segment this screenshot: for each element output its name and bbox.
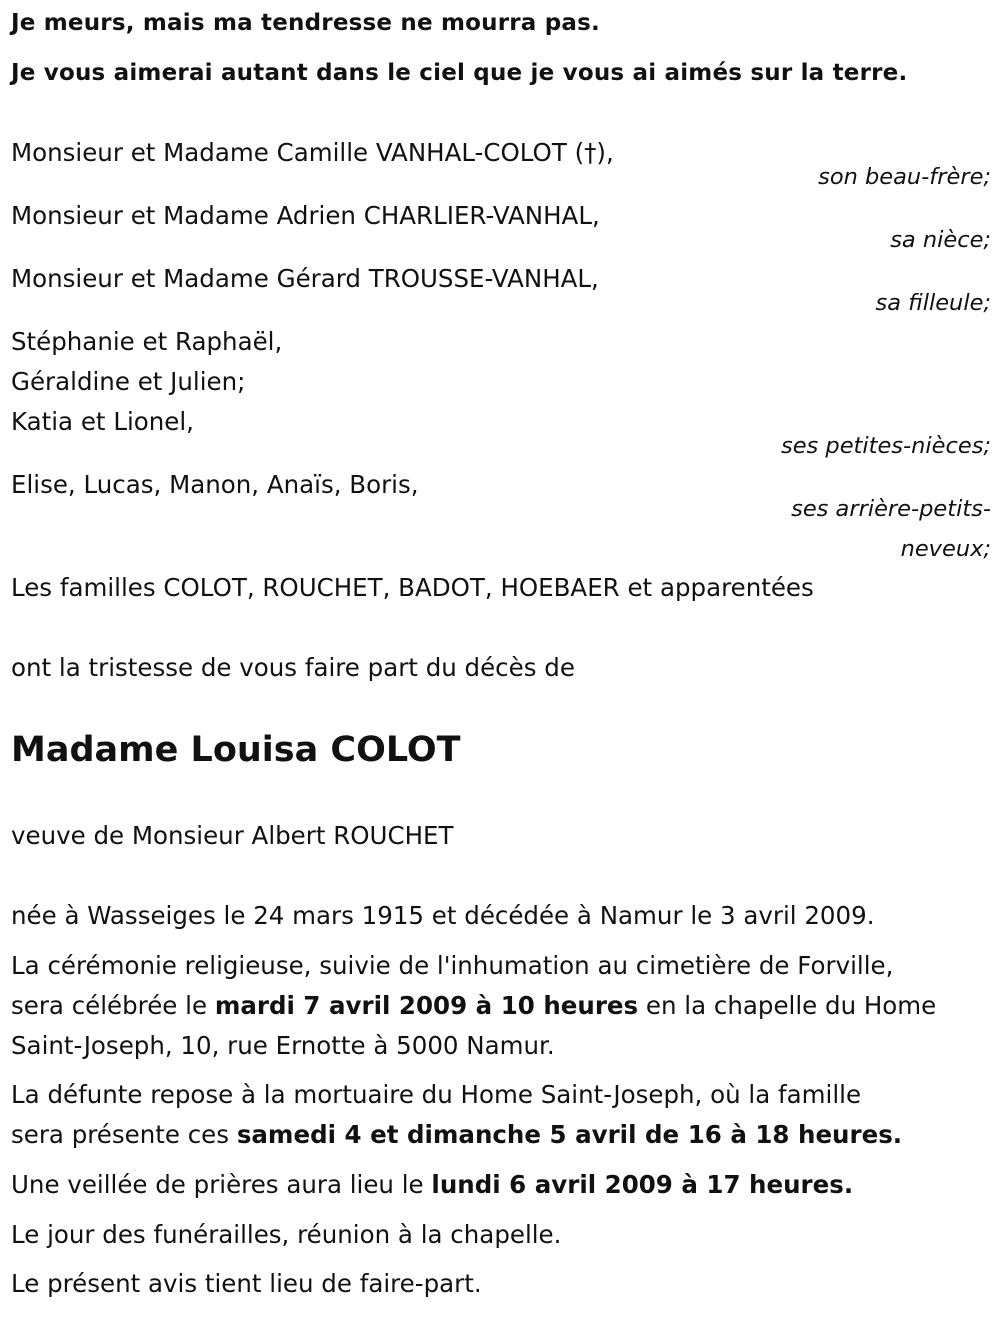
visitation-line-1: La défunte repose à la mortuaire du Home Saint-Joseph, où la famille <box>11 1080 862 1109</box>
relation-4: ses petites-nièces; <box>780 433 991 459</box>
announcement: ont la tristesse de vous faire part du décès de <box>11 653 575 682</box>
epigraph-line-2: Je vous aimerai autant dans le ciel que je vous ai aimés sur la terre. <box>11 60 908 86</box>
family-member-1: Monsieur et Madame Camille VANHAL-COLOT (†), <box>11 138 614 167</box>
family-member-2: Monsieur et Madame Adrien CHARLIER-VANHAL, <box>11 201 600 230</box>
relation-1: son beau-frère; <box>818 164 991 190</box>
relation-2: sa nièce; <box>890 227 991 253</box>
epigraph-line-1: Je meurs, mais ma tendresse ne mourra pas. <box>11 10 600 36</box>
family-member-4c: Katia et Lionel, <box>11 407 194 436</box>
ceremony-line-3: Saint-Joseph, 10, rue Ernotte à 5000 Namur. <box>11 1031 555 1060</box>
family-member-4b: Géraldine et Julien; <box>11 367 246 396</box>
visitation-line-2 <box>11 1120 902 1149</box>
relation-5b: neveux; <box>900 536 991 562</box>
visitation-text-pre: sera présente ces <box>11 1120 237 1149</box>
funeral-day: Le jour des funérailles, réunion à la chapelle. <box>11 1220 562 1249</box>
visitation-dates: samedi 4 et dimanche 5 avril de 16 à 18 heures. <box>236 1120 903 1149</box>
birth-death: née à Wasseiges le 24 mars 1915 et décédée à Namur le 3 avril 2009. <box>11 901 875 930</box>
ceremony-line-2 <box>11 991 936 1020</box>
widow-of: veuve de Monsieur Albert ROUCHET <box>11 821 454 850</box>
ceremony-text-post: en la chapelle du Home <box>638 991 937 1020</box>
ceremony-line-1: La cérémonie religieuse, suivie de l'inhumation au cimetière de Forville, <box>11 951 894 980</box>
families-line: Les familles COLOT, ROUCHET, BADOT, HOEBAER et apparentées <box>11 573 814 602</box>
vigil-date: lundi 6 avril 2009 à 17 heures. <box>431 1170 854 1199</box>
ceremony-date: mardi 7 avril 2009 à 10 heures <box>214 991 639 1020</box>
notice: Le présent avis tient lieu de faire-part. <box>11 1269 482 1298</box>
relation-3: sa filleule; <box>875 290 991 316</box>
vigil-text-pre: Une veillée de prières aura lieu le <box>11 1170 432 1199</box>
ceremony-text-pre: sera célébrée le <box>11 991 215 1020</box>
family-member-3: Monsieur et Madame Gérard TROUSSE-VANHAL, <box>11 264 599 293</box>
vigil-line <box>11 1170 853 1199</box>
family-member-4a: Stéphanie et Raphaël, <box>11 327 283 356</box>
family-member-5: Elise, Lucas, Manon, Anaïs, Boris, <box>11 470 419 499</box>
deceased-name: Madame Louisa COLOT <box>11 730 461 770</box>
relation-5a: ses arrière-petits- <box>791 496 991 522</box>
